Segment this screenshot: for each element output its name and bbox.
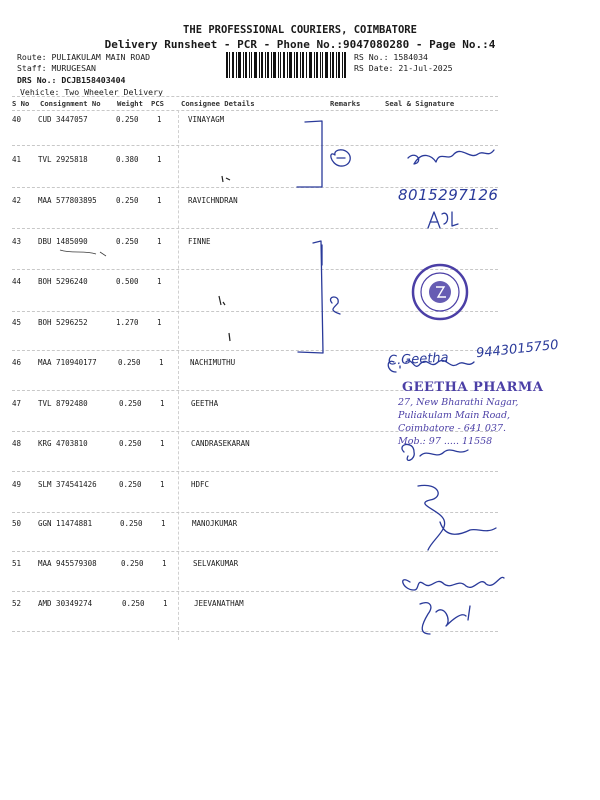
vehicle-label: Vehicle: Two Wheeler Delivery <box>20 87 163 97</box>
row-rule <box>12 145 498 146</box>
drs-label: DRS No.: DCJB158403404 <box>17 75 126 85</box>
bracket-mark <box>298 241 323 353</box>
row-rule <box>12 311 498 312</box>
row-sno: 49 <box>12 480 22 489</box>
table-row <box>0 519 600 531</box>
row-sno: 42 <box>12 196 22 205</box>
row-weight: 0.500 <box>116 277 139 286</box>
row-weight: 1.270 <box>116 318 139 327</box>
col-seal-signature: Seal & Signature <box>385 99 455 108</box>
row-sno: 46 <box>12 358 22 367</box>
row-rule <box>12 512 498 513</box>
row-rule <box>12 269 498 270</box>
row-sno: 40 <box>12 115 22 124</box>
header-rule-bottom <box>12 110 498 111</box>
row-weight: 0.250 <box>118 358 141 367</box>
row-weight: 0.250 <box>116 196 139 205</box>
table-row <box>0 599 600 611</box>
row-pcs: 1 <box>160 399 165 408</box>
row-consignment: TVL 2925818 <box>38 155 88 164</box>
table-row <box>0 237 600 249</box>
stamp-name: GEETHA PHARMA <box>402 380 544 395</box>
pharmacy-stamp <box>388 380 598 480</box>
row-pcs: 1 <box>157 318 162 327</box>
stamp-address-line: Mob.: 97 ..... 11558 <box>398 436 493 447</box>
rs-date: RS Date: 21-Jul-2025 <box>354 63 453 73</box>
handwritten-name: C.Geetha <box>387 350 449 369</box>
row-pcs: 1 <box>163 599 168 608</box>
staff-label: Staff: MURUGESAN <box>17 63 96 73</box>
row-sno: 43 <box>12 237 22 246</box>
row-consignment: MAA 945579308 <box>38 559 97 568</box>
row-consignment: MAA 577803895 <box>38 196 97 205</box>
row-weight: 0.250 <box>121 559 144 568</box>
row-consignment: CUD 3447057 <box>38 115 88 124</box>
row-sno: 51 <box>12 559 22 568</box>
stamp-address-line: Puliakulam Main Road, <box>398 410 511 421</box>
row-rule <box>12 350 498 351</box>
col-consignment: Consignment No <box>40 99 101 108</box>
table-row <box>0 480 600 492</box>
row-sno: 47 <box>12 399 22 408</box>
row-rule <box>12 631 498 632</box>
col-sno: S No <box>12 99 30 108</box>
row-weight: 0.250 <box>119 480 142 489</box>
row-consignee: JEEVANATHAM <box>194 599 244 608</box>
table-row <box>0 559 600 571</box>
row-consignment: MAA 710940177 <box>38 358 97 367</box>
row-pcs: 1 <box>157 196 162 205</box>
row-sno: 52 <box>12 599 22 608</box>
header-rule-top <box>12 96 498 97</box>
row-consignment: SLM 374541426 <box>38 480 97 489</box>
row-weight: 0.250 <box>120 519 143 528</box>
row-sno: 48 <box>12 439 22 448</box>
col-weight: Weight <box>117 99 143 108</box>
row-consignment: BOH 5296240 <box>38 277 88 286</box>
pen-tick <box>229 333 230 341</box>
row-consignment: BOH 5296252 <box>38 318 88 327</box>
table-row <box>0 358 600 370</box>
barcode <box>226 52 346 78</box>
table-row <box>0 115 600 127</box>
row-consignee: SELVAKUMAR <box>193 559 239 568</box>
row-consignment: KRG 4703810 <box>38 439 88 448</box>
row-consignee: CANDRASEKARAN <box>191 439 250 448</box>
signature-51 <box>403 577 504 590</box>
pen-tick <box>219 296 225 305</box>
row-weight: 0.250 <box>116 237 139 246</box>
row-pcs: 1 <box>157 155 162 164</box>
stamp-address-line: Coimbatore - 641 037. <box>398 423 507 434</box>
row-rule <box>12 228 498 229</box>
row-rule <box>12 551 498 552</box>
row-sno: 50 <box>12 519 22 528</box>
col-remarks: Remarks <box>330 99 361 108</box>
row-consignee: GEETHA <box>191 399 219 408</box>
row-consignment: DBU 1485090 <box>38 237 88 246</box>
signature-50 <box>418 485 496 550</box>
row-consignment: AMD 30349274 <box>38 599 93 608</box>
table-row <box>0 318 600 330</box>
row-weight: 0.250 <box>116 115 139 124</box>
row-weight: 0.380 <box>116 155 139 164</box>
row-consignee: VINAYAGM <box>188 115 225 124</box>
row-sno: 45 <box>12 318 22 327</box>
row-pcs: 1 <box>160 480 165 489</box>
rs-number: RS No.: 1584034 <box>354 52 428 62</box>
table-row <box>0 155 600 167</box>
col-consignee: Consignee Details <box>181 99 255 108</box>
row-consignee: MANOJKUMAR <box>192 519 238 528</box>
row-rule <box>12 187 498 188</box>
row-consignment: TVL 8792480 <box>38 399 88 408</box>
row-weight: 0.250 <box>122 599 145 608</box>
stamp-address-line: 27, New Bharathi Nagar, <box>398 397 519 408</box>
row-consignment: GGN 11474881 <box>38 519 93 528</box>
runsheet-title: Delivery Runsheet - PCR - Phone No.:9047080280 - Page No.:4 <box>104 38 496 51</box>
table-row <box>0 277 600 289</box>
handwritten-phone: 8015297126 <box>398 186 499 204</box>
row-sno: 44 <box>12 277 22 286</box>
row-consignee: RAVICHNDRAN <box>188 196 238 205</box>
company-title: THE PROFESSIONAL COURIERS, COIMBATORE <box>183 24 417 36</box>
pen-tick <box>60 250 106 256</box>
handwritten-phone-2: 9443015750 <box>475 337 560 362</box>
col-pcs: PCS <box>151 99 164 108</box>
route-label: Route: PULIAKULAM MAIN ROAD <box>17 52 151 62</box>
table-row <box>0 196 600 208</box>
row-sno: 41 <box>12 155 22 164</box>
row-weight: 0.250 <box>119 399 142 408</box>
row-consignee: NACHIMUTHU <box>190 358 236 367</box>
pen-tick <box>222 176 230 182</box>
row-pcs: 1 <box>157 115 162 124</box>
signature-43 <box>428 212 458 228</box>
row-consignee: FINNE <box>188 237 211 246</box>
row-rule <box>12 591 498 592</box>
row-pcs: 1 <box>160 439 165 448</box>
row-pcs: 1 <box>157 277 162 286</box>
row-pcs: 1 <box>162 559 167 568</box>
row-pcs: 1 <box>161 519 166 528</box>
row-weight: 0.250 <box>119 439 142 448</box>
row-pcs: 1 <box>157 237 162 246</box>
row-consignee: HDFC <box>191 480 210 489</box>
row-pcs: 1 <box>159 358 164 367</box>
bracket-mark <box>297 121 322 187</box>
